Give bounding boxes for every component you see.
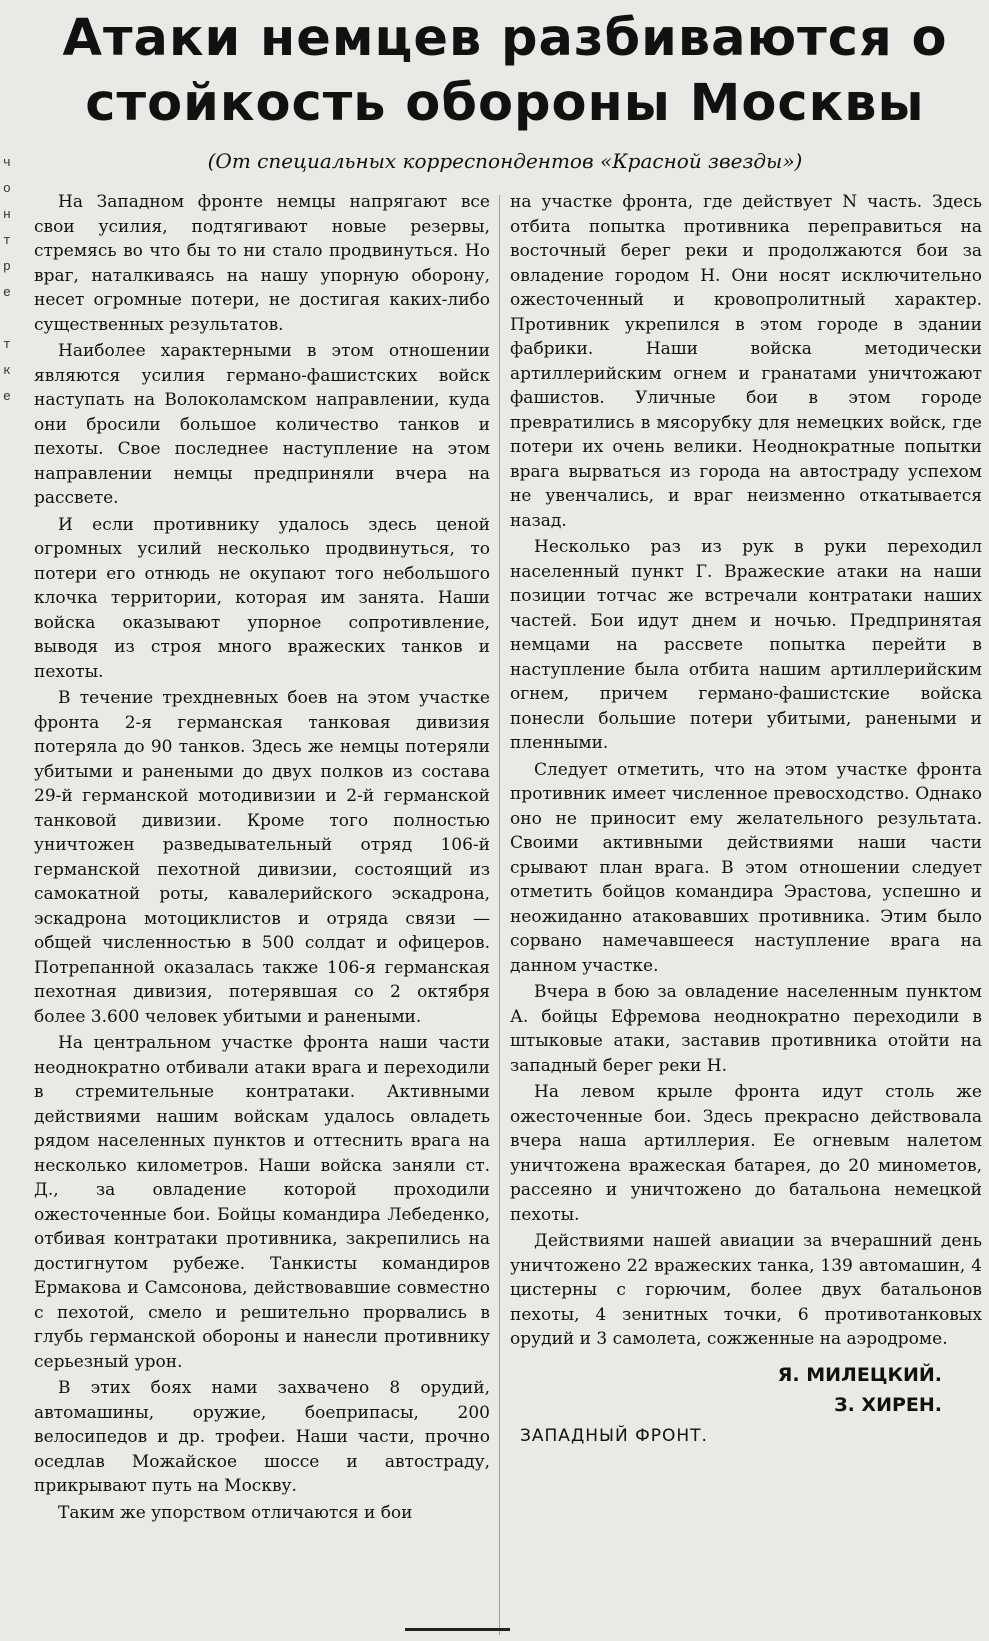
edge-letter: р bbox=[3, 259, 11, 274]
dateline-location: ЗАПАДНЫЙ ФРОНТ. bbox=[520, 1425, 708, 1446]
paragraph: В этих боях нами захвачено 8 орудий, автомашины, оружие, боеприпасы, 200 велосипедов и др. трофеи. Наши части, прочно оседлав Можайское шоссе и автостраду, прикрывают путь на Москву. bbox=[34, 1378, 490, 1496]
author-signature: З. ХИРЕН. bbox=[834, 1393, 942, 1416]
paragraph: Таким же упорством отличаются и бои bbox=[58, 1502, 413, 1523]
edge-letter: н bbox=[3, 207, 11, 222]
paragraph: Следует отметить, что на этом участке фронта противник имеет численное превосходство. Однако оно не приносит ему желательного результата. Своими активными действиями наши части срывают план врага. В этом отношении следует отметить бойцов командира Эрастова, успешно и неожиданно атаковавших противника. Этим было сорвано намечавшееся наступление врага на данном участке. bbox=[510, 759, 982, 976]
edge-letter bbox=[3, 306, 13, 332]
column-divider bbox=[499, 195, 500, 1635]
paragraph: На Западном фронте немцы напрягают все свои усилия, подтягивают новые резервы, стремясь во что бы то ни стало продвинуться. Но враг, наталкиваясь на нашу упорную оборону, несет огромные потери, не достигая каких-либо существенных результатов. bbox=[34, 192, 490, 335]
paragraph: Вчера в бою за овладение населенным пунктом А. бойцы Ефремова неоднократно переходили в штыковые атаки, заставив противника отойти на западный берег реки Н. bbox=[510, 982, 982, 1076]
left-column bbox=[34, 190, 490, 1527]
paragraph: Действиями нашей авиации за вчерашний день уничтожено 22 вражеских танка, 139 автомашин, 4 цистерны с горючим, более двух батальонов пехоты, 4 зенитных точки, 6 противотанковых орудий и 3 самолета, сожженные на аэродроме. bbox=[510, 1231, 982, 1349]
author-signature: Я. МИЛЕЦКИЙ. bbox=[777, 1363, 942, 1386]
article-byline-source: (От специальных корреспондентов «Красной звезды») bbox=[207, 149, 803, 173]
edge-letter: т bbox=[3, 233, 11, 248]
edge-letter: е bbox=[3, 389, 11, 404]
edge-letter: е bbox=[3, 285, 11, 300]
paragraph: На центральном участке фронта наши части неоднократно отбивали атаки врага и переходили в стремительные контратаки. Активными действиями нашим войскам удалось овладеть рядом населенных пунктов и оттеснить врага на несколько километров. Наши войска заняли ст. Д., за овладение которой проходили ожесточенные бои. Бойцы командира Лебеденко, отбивая контратаки противника, закрепились на достигнутом рубеже. Танкисты командиров Ермакова и Самсонова, действовавшие совместно с пехотой, смело и решительно прорвались в глубь германской обороны и нанесли противнику серьезный урон. bbox=[34, 1033, 490, 1372]
edge-letter: ч bbox=[3, 155, 11, 170]
paragraph-continuation: на участке фронта, где действует N часть. Здесь отбита попытка противника переправиться на восточный берег реки и продолжаются бои за овладение городом Н. Они носят исключительно ожесточенный и кровопролитный характер. Противник укрепился в этом городе в здании фабрики. Наши войска методически артиллерийским огнем и гранатами уничтожают фашистов. Уличные бои в этом городе превратились в мясорубку для немецких войск, где потери их очень велики. Неоднократные попытки врага вырваться из города на автостраду успехом не увенчались, и враг неизменно откатывается назад. bbox=[510, 192, 982, 531]
paragraph: И если противнику удалось здесь ценой огромных усилий несколько продвинуться, то потери его отнюдь не окупают того небольшого клочка территории, которая им занята. Наши войска оказывают упорное сопротивление, выводя из строя много вражеских танков и пехоты. bbox=[34, 514, 490, 682]
edge-letter: к bbox=[3, 363, 11, 378]
adjacent-column-edge bbox=[3, 150, 13, 410]
edge-letter: т bbox=[3, 337, 11, 352]
paragraph: На левом крыле фронта идут столь же ожесточенные бои. Здесь прекрасно действовала вчера наша артиллерия. Ее огневым налетом уничтожена вражеская батарея, до 20 минометов, рассеяно и уничтожено до батальона немецкой пехоты. bbox=[510, 1082, 982, 1225]
right-column bbox=[510, 190, 982, 1448]
edge-letter: о bbox=[3, 181, 11, 196]
paragraph: В течение трехдневных боев на этом участке фронта 2-я германская танковая дивизия потеряла до 90 танков. Здесь же немцы потеряли убитыми и ранеными до двух полков из состава 29-й германской мотодивизии и 2-й германской танковой дивизии. Кроме того полностью уничтожен разведывательный отряд 106-й германской пехотной дивизии, состоящий из самокатной роты, кавалерийского эскадрона, эскадрона мотоциклистов и отряда связи — общей численностью в 500 солдат и офицеров. Потрепанной оказалась также 106-я германская пехотная дивизия, потерявшая со 2 октября более 3.600 человек убитыми и ранеными. bbox=[34, 688, 490, 1027]
bottom-rule bbox=[405, 1628, 510, 1631]
paragraph: Несколько раз из рук в руки переходил населенный пункт Г. Вражеские атаки на наши позиции тотчас же встречали контратаки наших частей. Бои идут днем и ночью. Предпринятая немцами на рассвете попытка перейти в наступление была отбита нашим артиллерийским огнем, причем германо-фашистские войска понесли большие потери убитыми, ранеными и пленными. bbox=[510, 537, 982, 753]
article-headline: Атаки немцев разбиваются о стойкость обороны Москвы bbox=[62, 9, 948, 133]
paragraph: Наиболее характерными в этом отношении являются усилия германо-фашистских войск наступать на Волоколамском направлении, куда они бросили большое количество танков и пехоты. Свое последнее наступление на этом направлении немцы предприняли вчера на рассвете. bbox=[34, 341, 490, 508]
